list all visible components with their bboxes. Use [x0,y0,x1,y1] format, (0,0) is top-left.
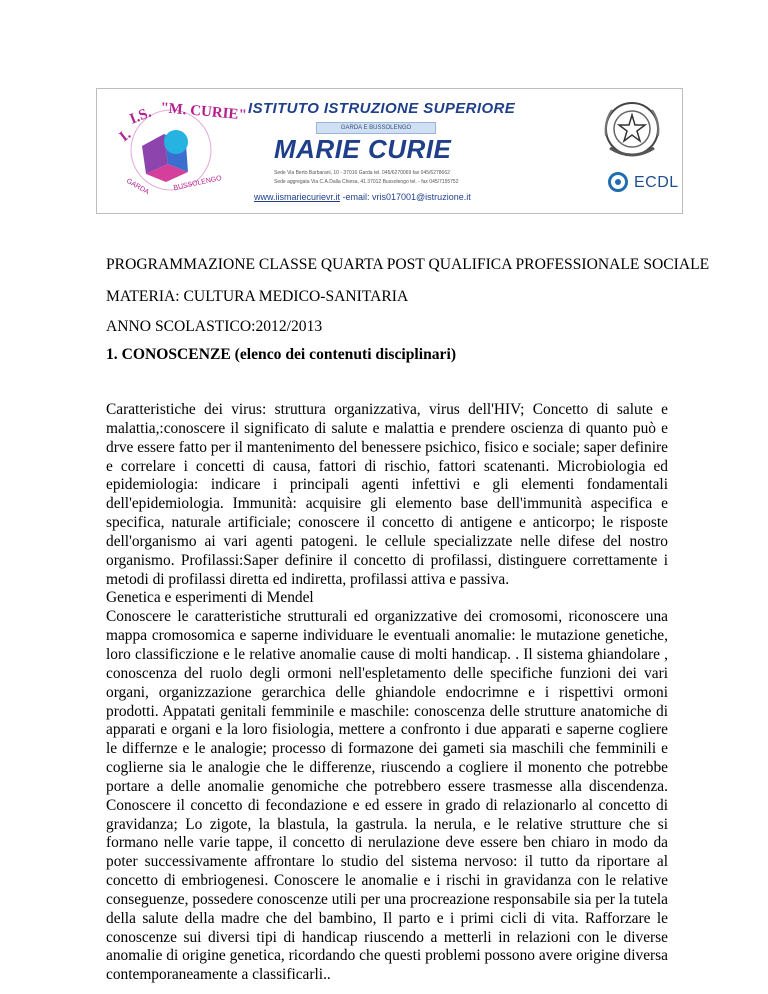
program-title: PROGRAMMAZIONE CLASSE QUARTA POST QUALIFICA PROFESSIONALE SOCIALE [106,256,710,273]
paragraph-genetics-title: Genetica e esperimenti di Mendel [106,589,314,607]
svg-text:BUSSOLENGO: BUSSOLENGO [172,174,223,192]
ecdl-badge [594,171,680,199]
republic-emblem [596,96,668,166]
location-band: GARDA E BUSSOLENGO [316,122,436,134]
paragraph-immunology: Caratteristiche dei virus: struttura organizzativa, virus dell'HIV; Concetto di salute e malattia,:conoscere il significato di salute e malattia e prendere oscienza di quanto può e drve essere fatto per il mantenimento del benessere psichico, fisico e sociale; saper definire e correlare i concetti di causa, fattori di rischio, fattori scatenanti. Microbiologia ed epidemiologia: indicare i principali agenti infettivi e gli elementi fondamentali dell'epidemiologia. Immunità: acquisire gli elemento base dell'immunità aspecifica e specifica, naturale artificiale; conoscere il concetto di antigene e anticorpo; le risposte dell'organismo ai vari agenti patogeni. le cellule specializzate nelle difese del nostro organismo. Profilassi:Saper definire il concetto di profilassi, distinguere correttamente i metodi di profilassi diretta ed indiretta, profilassi attiva e passiva. [106,401,668,588]
paragraph-genetics: Conoscere le caratteristiche strutturali ed organizzative dei cromosomi, riconoscere una mappa cromosomica e saperne individuare le eventuali anomalie: le mutazione genetiche, loro classificzione e le relative anomalie cause di molti handicap. . Il sistema ghiandolare , conoscenza del ruolo degli ormoni nell'espletamento delle specifiche funzioni dei vari organi, organizzazione gerarchica delle ghiandole endocrimne e i rispettivi ormoni prodotti. Appatati genitali femminile e maschile: conoscenza delle strutture anatomiche di apparati e organi e la loro fisiologia, mettere a confronto i due apparati e saperne cogliere le differnze e le analogie; processo di formazone dei gameti sia maschili che femminili e coglierne sia le analogie che le differenze, riuscendo a cogliere il monento che potrebbe portare a delle anomalie genomiche che potrebbero essere trasmesse alla discendenza. Conoscere il concetto di fecondazione e ed essere in grado di relazionarlo al concetto di gravidanza; Lo zigote, la blastula, la gastrula. la nerula, e le relative strutture che si formano nelle varie tappe, il concetto di nerulazione deve essere ben chiaro in modo da poter successivamente affrontare lo studio del sistema nervoso: il tutto da riportare al concetto di embriogenesi. Conoscere le anomalie e i rischi in gravidanza con le relative conseguenze, possedere conoscenze utili per una procreazione responsabile sia per la tutela della salute della madre che del bambino, Il parto e i primi cicli di vita. Rafforzare le conoscenze sui diversi tipi di handicap riuscendo a metterli in relazioni con le diverse anomalie di origine genetica, ricordando che questi problemi possono avere origine diversa contemporaneamente a classificarli.. [106,608,668,984]
subject-line: MATERIA: CULTURA MEDICO-SANITARIA [106,288,409,305]
institute-header [244,96,544,210]
svg-text:I.: I. [116,126,135,146]
institute-name: MARIE CURIE [274,134,452,164]
contact-line [254,192,471,202]
institute-label: ISTITUTO ISTRUZIONE SUPERIORE [248,100,516,117]
ecdl-logo-icon [608,172,628,192]
section-heading: 1. CONOSCENZE (elenco dei contenuti disciplinari) [106,346,457,363]
svg-text:"M. CURIE": "M. CURIE" [159,100,248,124]
school-logo-image [106,94,248,206]
school-logo [106,94,248,206]
address-line-1: Sede Via Berto Barbarani, 10 - 37016 Garda tel. 045/6270069 fax 045/6278662 [274,170,450,176]
svg-text:I.S.: I.S. [127,104,154,128]
content-body [106,401,668,985]
ecdl-label: ECDL [634,174,679,191]
svg-text:GARDA: GARDA [125,177,151,197]
school-year-line: ANNO SCOLASTICO:2012/2013 [106,318,323,335]
website-link[interactable]: www.iismariecurievr.it [254,192,341,202]
italian-emblem-icon [596,96,668,166]
address-line-2: Sede aggregata Via C.A.Dalla Chiesa, 41 37012 Bussolengo tel. - fax 045/7155752 [274,179,459,185]
email-text: -email: vris017001@istruzione.it [340,192,471,202]
